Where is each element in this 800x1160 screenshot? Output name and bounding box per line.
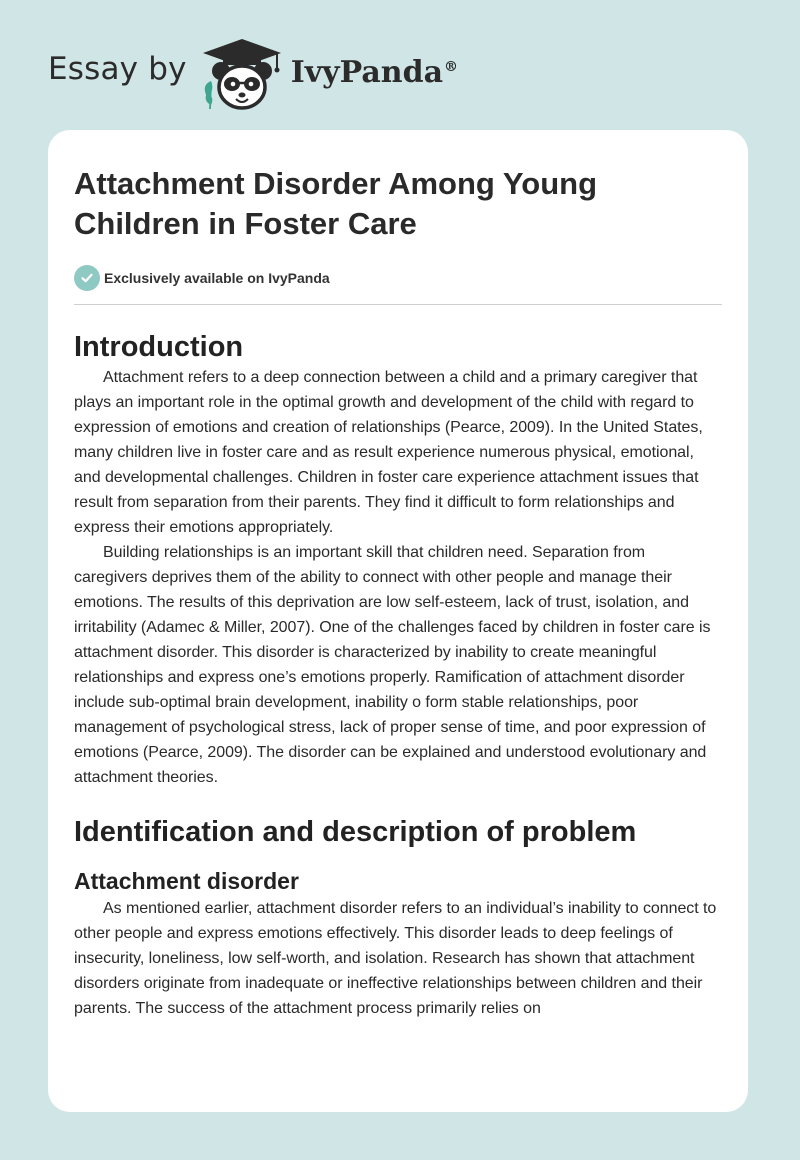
panda-graduate-icon bbox=[199, 35, 285, 113]
site-header bbox=[48, 34, 458, 114]
essay-by-label: Essay by bbox=[48, 51, 187, 87]
badge-text: Exclusively available on IvyPanda bbox=[104, 270, 330, 286]
section-heading-identification: Identification and description of problem bbox=[74, 816, 637, 848]
check-circle-icon bbox=[74, 265, 100, 291]
section-heading-introduction: Introduction bbox=[74, 331, 244, 363]
subsection-heading-attachment-disorder: Attachment disorder bbox=[74, 868, 299, 894]
paragraph: As mentioned earlier, attachment disorder refers to an individual’s inability to connect to other people and express emotions effectively. This disorder leads to deep feelings of insecurity, loneliness, low self-worth, and isolation. Research has shown that attachment disorders originate from inadequate or ineffective relationships between children and their parents. The success of the attachment process primarily relies on bbox=[74, 900, 717, 1017]
brand-name: IvyPanda® bbox=[290, 54, 459, 90]
paragraph: Building relationships is an important skill that children need. Separation from caregivers deprives them of the ability to connect with other people and manage their emotions. The results of this deprivation are low self-esteem, lack of trust, isolation, and irritability (Adamec & Miller, 2007). One of the challenges faced by children in foster care is attachment disorder. This disorder is characterized by inability to create meaningful relationships and express one’s emotions properly. Ramification of attachment disorder include sub-optimal brain development, inability o form stable relationships, poor management of psychological stress, lack of proper sense of time, and poor expression of emotions (Pearce, 2009). The disorder can be explained and understood evolutionary and attachment theories. bbox=[74, 544, 711, 786]
divider bbox=[74, 304, 722, 305]
registered-mark: ® bbox=[444, 58, 459, 75]
article-title: Attachment Disorder Among Young Children in Foster Care bbox=[74, 166, 598, 241]
paragraph: Attachment refers to a deep connection between a child and a primary caregiver that plays an important role in the optimal growth and development of the child with regard to expression of emotions and creation of relationships (Pearce, 2009). In the United States, many children live in foster care and as result experience numerous physical, emotional, and developmental challenges. Children in foster care experience attachment issues that result from separation from their parents. They find it difficult to form relationships and express their emotions appropriately. bbox=[74, 369, 703, 536]
exclusive-badge bbox=[74, 264, 722, 292]
article-card bbox=[48, 130, 748, 1112]
